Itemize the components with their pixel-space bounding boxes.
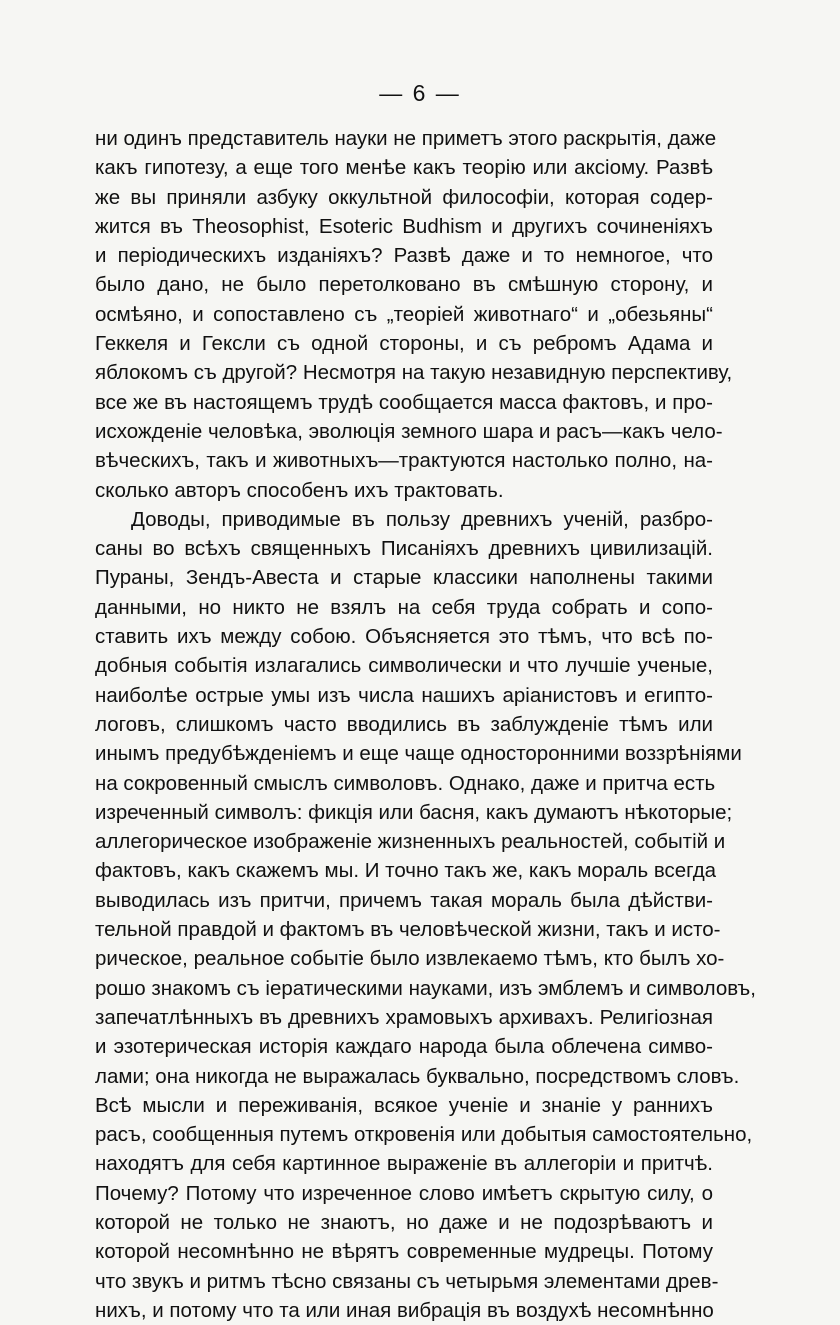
text-line: которой не только не знаютъ, но даже и не подозрѣваютъ и (95, 1210, 713, 1234)
text-line: яблокомъ съ другой? Несмотря на такую незавидную перспективу, (95, 361, 733, 385)
text-line: которой несомнѣнно не вѣрятъ современные мудрецы. Потому (95, 1240, 713, 1264)
text-line: Пураны, Зендъ-Авеста и старые классики наполнены такими (95, 566, 713, 590)
text-line: все же въ настоящемъ трудѣ сообщается масса фактовъ, и про- (95, 390, 713, 414)
text-line: сколько авторъ способенъ ихъ трактовать. (95, 478, 504, 502)
text-line: добныя событія излагались символически и что лучшіе ученые, (95, 654, 713, 678)
text-line: наиболѣе острые умы изъ числа нашихъ аріанистовъ и египто- (95, 683, 713, 707)
text-line: же вы приняли азбуку оккультной философіи, которая содер- (95, 185, 713, 209)
text-line: инымъ предубѣжденіемъ и еще чаще односторонними воззрѣніями (95, 742, 742, 766)
page-number: — 6 — (379, 80, 461, 106)
text-line: находятъ для себя картинное выраженіе въ аллегоріи и притчѣ. (95, 1152, 713, 1176)
paragraph (95, 124, 733, 505)
text-line: осмѣяно, и сопоставлено съ „теоріей животнаго“ и „обезьяны“ (95, 302, 713, 326)
text-line: лами; она никогда не выражалась буквально, посредствомъ словъ. (95, 1064, 740, 1088)
text-line: изреченный символъ: фикція или басня, какъ думаютъ нѣкоторые; (95, 800, 733, 824)
text-line: Всѣ мысли и переживанія, всякое ученіе и знаніе у раннихъ (95, 1093, 713, 1117)
text-line: саны во всѣхъ священныхъ Писаніяхъ древнихъ цивилизацій. (95, 537, 713, 561)
text-line: и періодическихъ изданіяхъ? Развѣ даже и то немногое, что (95, 244, 713, 268)
text-line: рическое, реальное событіе было извлекаемо тѣмъ, кто былъ хо- (95, 947, 725, 971)
paragraph (95, 505, 756, 1325)
text-line: расъ, сообщенныя путемъ откровенія или добытыя самостоятельно, (95, 1123, 753, 1147)
text-line: Почему? Потому что изреченное слово имѣетъ скрытую силу, о (95, 1181, 713, 1205)
text-line: Доводы, приводимые въ пользу древнихъ ученій, разбро- (131, 507, 713, 531)
text-line: жится въ Theosophist, Esoteric Budhism и другихъ сочиненіяхъ (95, 214, 713, 238)
text-line: рошо знакомъ съ іератическими науками, изъ эмблемъ и символовъ, (95, 976, 756, 1000)
text-line: логовъ, слишкомъ часто вводились въ заблужденіе тѣмъ или (95, 712, 713, 736)
text-line: запечатлѣнныхъ въ древнихъ храмовыхъ архивахъ. Религіозная (95, 1005, 713, 1029)
body-text (95, 124, 756, 1325)
text-line: ставить ихъ между собою. Объясняется это тѣмъ, что всѣ по- (95, 625, 713, 649)
text-line: на сокровенный смыслъ символовъ. Однако, даже и притча есть (95, 771, 716, 795)
text-line: тельной правдой и фактомъ въ человѣческой жизни, такъ и исто- (95, 918, 721, 942)
text-line: аллегорическое изображеніе жизненныхъ реальностей, событій и (95, 830, 726, 854)
text-line: исхожденіе человѣка, эволюція земного шара и расъ—какъ чело- (95, 419, 723, 443)
text-line: данными, но никто не взялъ на себя труда собрать и сопо- (95, 595, 713, 619)
text-line: Геккеля и Гексли съ одной стороны, и съ ребромъ Адама и (95, 332, 713, 356)
text-line: какъ гипотезу, а еще того менѣе какъ теорію или аксіому. Развѣ (95, 156, 713, 180)
text-line: было дано, не было перетолковано въ смѣшную сторону, и (95, 273, 713, 297)
text-line: фактовъ, какъ скажемъ мы. И точно такъ же, какъ мораль всегда (95, 859, 717, 883)
text-line: ни одинъ представитель науки не приметъ этого раскрытія, даже (95, 127, 717, 150)
text-line: вѣческихъ, такъ и животныхъ—трактуются настолько полно, на- (95, 449, 713, 473)
text-line: что звукъ и ритмъ тѣсно связаны съ четырьмя элементами древ- (95, 1269, 719, 1293)
text-line: и эзотерическая исторія каждаго народа была облечена симво- (95, 1035, 713, 1059)
text-line: нихъ, и потому что та или иная вибрація въ воздухѣ несомнѣнно (95, 1298, 714, 1322)
text-line: выводилась изъ притчи, причемъ такая мораль была дѣйстви- (95, 888, 713, 912)
